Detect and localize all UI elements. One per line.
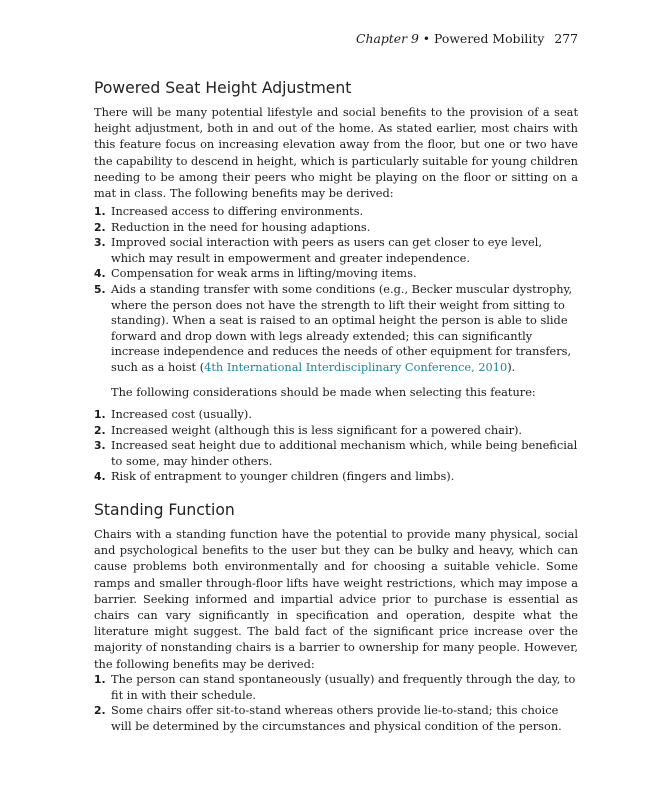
citation-link[interactable]: 4th International Interdisciplinary Conference, 2010 bbox=[204, 359, 508, 374]
list-number: 5. bbox=[94, 282, 106, 296]
list-number: 1. bbox=[94, 673, 106, 686]
chapter-label: Chapter 9 bbox=[356, 31, 419, 46]
list-item bbox=[94, 672, 578, 703]
list-item bbox=[94, 423, 578, 439]
list-number: 2. bbox=[94, 423, 106, 437]
list-item-text: Increased cost (usually). bbox=[111, 407, 252, 421]
seat-height-intro: There will be many potential lifestyle and social benefits to the provision of a seat height adjustment, both in and out of the home. As stated earlier, most chairs with this feature focus on increasing elevation away from the floor, but one or two have the capability to descend in height, which is particularly suitable for young children needing to be among their peers who might be playing on the floor or sitting on a mat in class. The following benefits may be derived: bbox=[94, 105, 578, 201]
list-number: 2. bbox=[94, 220, 106, 234]
list-item bbox=[94, 282, 578, 376]
list-item-text: Aids a standing transfer with some conditions (e.g., Becker muscular dystrophy, where the person does not have the strength to lift their weight from sitting to standing). When a seat is raised to an optimal height the person is able to slide forward and drop down with legs already extended; this can significantly increase independence and reduces the needs of other equipment for transfers, such as a hoist ( bbox=[111, 281, 573, 374]
list-number: 4. bbox=[94, 267, 106, 281]
section-heading-standing-function: Standing Function bbox=[94, 501, 235, 519]
list-item bbox=[94, 204, 578, 220]
list-item-text: Risk of entrapment to younger children (fingers and limbs). bbox=[111, 469, 455, 484]
considerations-intro: The following considerations should be made when selecting this feature: bbox=[111, 385, 536, 399]
list-item-text: Compensation for weak arms in lifting/moving items. bbox=[111, 266, 417, 281]
list-item-text: Increased seat height due to additional mechanism which, while being beneficial to some, may hinder others. bbox=[111, 438, 578, 468]
page-number: 277 bbox=[554, 31, 578, 46]
running-head bbox=[94, 31, 578, 47]
header-separator: • bbox=[418, 31, 435, 46]
list-number: 4. bbox=[94, 470, 106, 484]
list-item bbox=[94, 438, 578, 469]
seat-height-benefits-list bbox=[94, 204, 578, 376]
list-number: 1. bbox=[94, 408, 106, 421]
list-item bbox=[94, 220, 578, 236]
list-item bbox=[94, 703, 578, 734]
list-item-text: Improved social interaction with peers as users can get closer to eye level, which may result in empowerment and greater independence. bbox=[111, 235, 542, 265]
standing-function-intro: Chairs with a standing function have the potential to provide many physical, social and psychological benefits to the user but they can be bulky and heavy, which can cause problems both environmentally and for choosing a suitable vehicle. Some ramps and smaller through-floor lifts have weight restrictions, which may impose a barrier. Seeking informed and impartial advice prior to purchase is essential as chairs can vary significantly in specification and operation, despite what the literature might suggest. The bald fact of the significant price increase over the majority of nonstanding chairs is a barrier to ownership for many people. However, the following benefits may be derived: bbox=[94, 527, 578, 671]
list-item-text: Increased access to differing environments. bbox=[111, 204, 364, 218]
list-item-text: Increased weight (although this is less significant for a powered chair). bbox=[111, 422, 523, 437]
list-item-text: Some chairs offer sit-to-stand whereas others provide lie-to-stand; this choice will be determined by the circumstances and physical condition of the person. bbox=[111, 703, 562, 733]
chapter-title: Powered Mobility bbox=[434, 31, 545, 46]
list-number: 3. bbox=[94, 236, 106, 250]
section-heading-seat-height: Powered Seat Height Adjustment bbox=[94, 79, 352, 97]
list-number: 2. bbox=[94, 704, 106, 718]
standing-benefits-list bbox=[94, 672, 578, 734]
list-item-text: Reduction in the need for housing adaptions. bbox=[111, 219, 371, 234]
list-number: 1. bbox=[94, 205, 106, 218]
list-item-text: The person can stand spontaneously (usually) and frequently through the day, to fit in with their schedule. bbox=[111, 672, 576, 702]
citation-close: ). bbox=[507, 359, 516, 374]
list-number: 3. bbox=[94, 439, 106, 453]
considerations-list bbox=[94, 407, 578, 485]
list-item bbox=[94, 407, 578, 423]
list-item bbox=[94, 469, 578, 485]
list-item bbox=[94, 235, 578, 266]
list-item bbox=[94, 266, 578, 282]
